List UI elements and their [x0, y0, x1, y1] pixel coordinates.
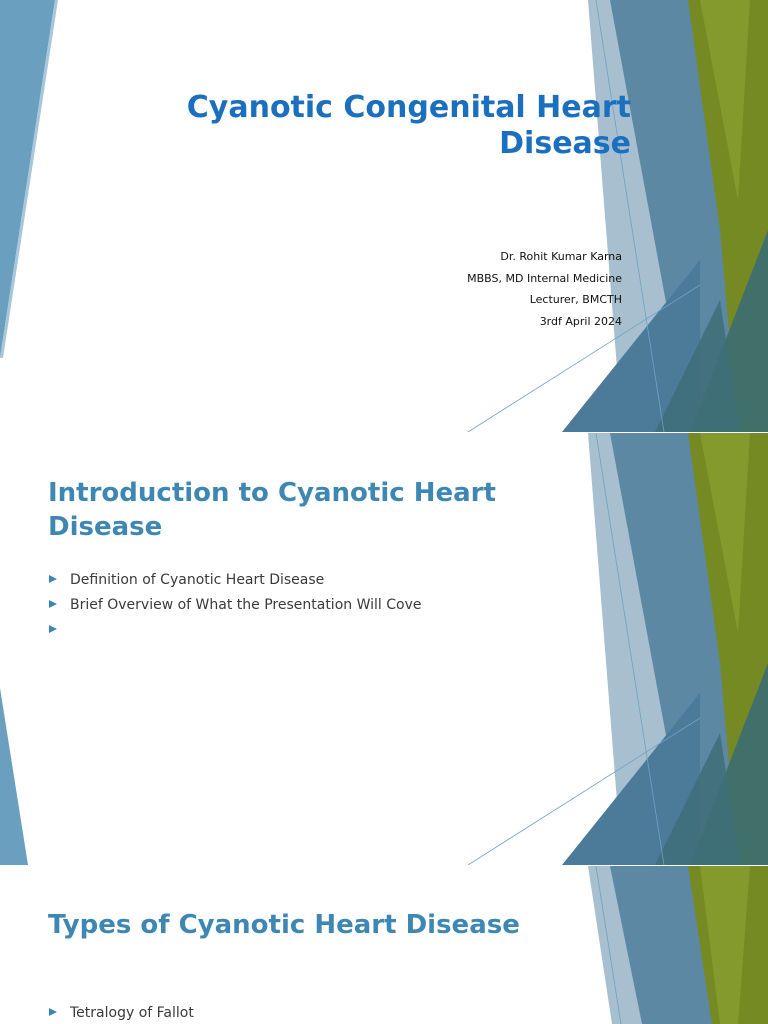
bullet-list [48, 1002, 194, 1024]
slide-heading: Introduction to Cyanotic Heart Disease [48, 478, 496, 542]
slide-title-heading: Cyanotic Congenital Heart Disease [186, 90, 631, 161]
left-blue-strip [0, 688, 28, 865]
slide-decoration [0, 866, 768, 1024]
presenter-degree: MBBS, MD Internal Medicine [467, 271, 622, 285]
list-item-text: Brief Overview of What the Presentation Will Cove [70, 597, 422, 613]
bullet-arrow-icon [49, 600, 57, 608]
list-item [48, 1002, 194, 1024]
list-item [48, 594, 421, 619]
list-item [48, 569, 421, 594]
slide-decoration [0, 0, 768, 432]
bullet-arrow-icon [49, 575, 57, 583]
bullet-arrow-icon [49, 625, 57, 633]
slide-heading: Types of Cyanotic Heart Disease [48, 910, 520, 940]
presenter-role: Lecturer, BMCTH [529, 293, 622, 306]
list-item-text: Definition of Cyanotic Heart Disease [70, 572, 325, 588]
slide-introduction [0, 433, 768, 865]
presenter-name: Dr. Rohit Kumar Karna [500, 250, 622, 263]
presentation-date: 3rdf April 2024 [539, 314, 622, 328]
list-item-text: Tetralogy of Fallot [70, 1005, 194, 1021]
bullet-list [48, 569, 421, 644]
presenter-info [322, 246, 622, 332]
list-item [48, 619, 421, 644]
slide-title [0, 0, 768, 432]
slide-types [0, 866, 768, 1024]
bullet-arrow-icon [49, 1008, 57, 1016]
